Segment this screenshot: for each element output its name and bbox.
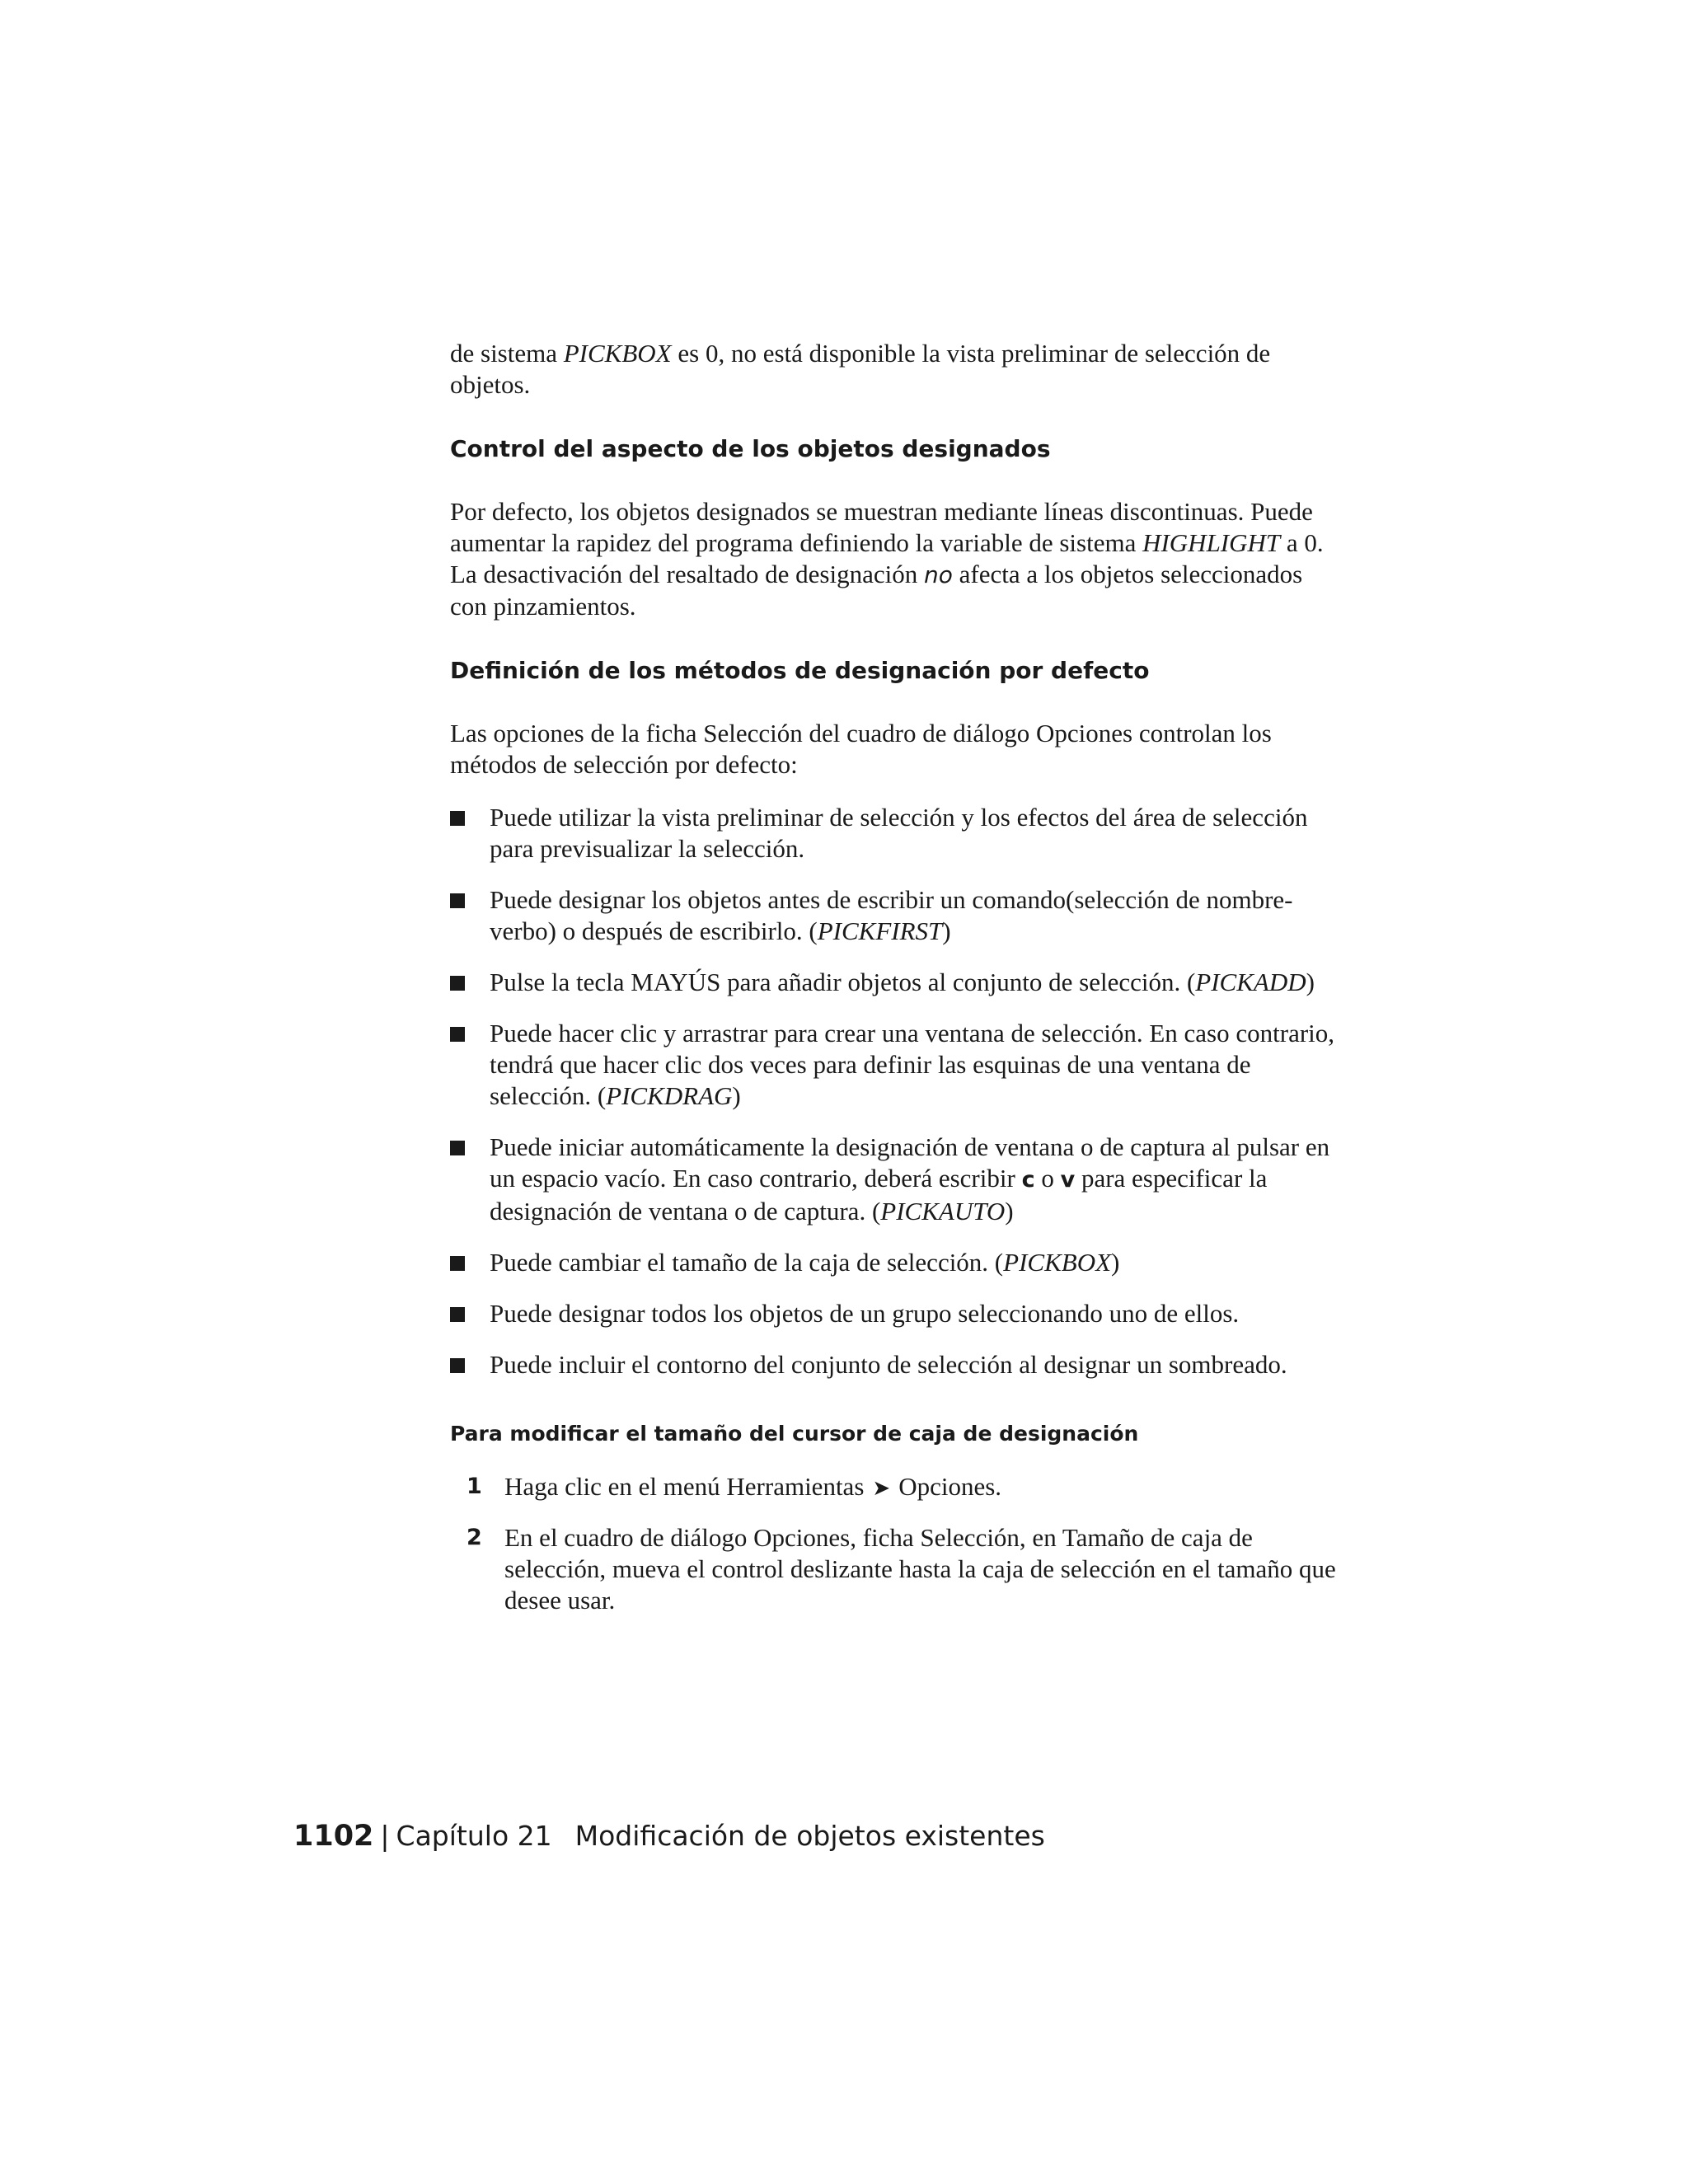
section-heading-appearance: Control del aspecto de los objetos designados [450,435,1051,462]
step-number: 2 [467,1525,482,1550]
list-item [450,884,1340,947]
list-item [450,1298,1340,1329]
bullet-square-icon [450,811,465,826]
bullet-square-icon [450,1358,465,1373]
step-text: Haga clic en el menú Herramientas [504,1472,865,1501]
list-item-text: Puede incluir el contorno del conjunto de selección al designar un sombreado. [490,1350,1287,1379]
bullet-square-icon [450,1256,465,1271]
step-text: En el cuadro de diálogo Opciones, ficha Selección, en Tamaño de caja de selección, mueva el control deslizante hasta la caja de selección en el tamaño que desee usar. [504,1523,1336,1615]
bullet-list [450,802,1340,1380]
step-number: 1 [467,1474,482,1499]
list-item-text: ) [1111,1248,1120,1277]
default-methods-intro: Las opciones de la ficha Selección del cuadro de diálogo Opciones controlan los métodos de selección por defecto: [450,719,1272,779]
system-variable: PICKBOX [563,339,672,368]
bullet-square-icon [450,893,465,908]
list-item [450,1349,1340,1380]
appearance-paragraph [450,496,1340,622]
footer-separator: | [380,1820,390,1852]
bullet-square-icon [450,1307,465,1322]
list-item-text: ) [1005,1197,1014,1226]
list-item-text: Puede hacer clic y arrastrar para crear una ventana de selección. En caso contrario, tendrá que hacer clic dos veces para definir las esquinas de una ventana de selección. ( [490,1019,1335,1110]
emphasis: no [923,561,953,588]
list-item-text: Pulse la tecla MAYÚS para añadir objetos al conjunto de selección. ( [490,968,1196,996]
list-item-text: para especificar la designación de ventana o de captura. ( [490,1164,1268,1226]
menu-arrow-icon: ➤ [872,1476,891,1501]
key-letter: v [1060,1167,1076,1193]
text-column [450,338,1340,1634]
system-variable: PICKFIRST [817,916,943,945]
system-variable: PICKAUTO [880,1197,1006,1226]
bullet-square-icon [450,1027,465,1042]
procedure-step [450,1471,1340,1504]
list-item [450,802,1340,865]
system-variable: PICKADD [1195,968,1306,996]
page-footer [293,1820,1045,1853]
paragraph-text: Por defecto, los objetos designados se muestran mediante líneas discontinuas. Puede aumentar la rapidez del programa definiendo la variable de sistema [450,497,1313,557]
paragraph-text: afecta a los objetos seleccionados con pinzamientos. [450,560,1303,621]
list-item-text: Puede utilizar la vista preliminar de selección y los efectos del área de selección para previsualizar la selección. [490,803,1308,863]
list-item-text: ) [942,916,951,945]
system-variable: PICKDRAG [606,1081,733,1110]
paragraph-text: a 0. La desactivación del resaltado de designación [450,528,1324,588]
procedure-heading: Para modificar el tamaño del cursor de caja de designación [450,1422,1139,1446]
list-item-text: Puede designar todos los objetos de un grupo seleccionando uno de ellos. [490,1299,1240,1328]
system-variable: HIGHLIGHT [1142,528,1281,557]
bullet-square-icon [450,1141,465,1155]
key-letter: c [1021,1167,1035,1193]
procedure-step [450,1522,1340,1616]
list-item-text: ) [1306,968,1315,996]
list-item [450,1132,1340,1227]
page-number: 1102 [293,1820,374,1853]
section-heading-default-methods: Definición de los métodos de designación por defecto [450,657,1150,684]
chapter-title: Modificación de objetos existentes [574,1820,1045,1852]
intro-paragraph [450,338,1340,401]
list-item-text: o [1034,1164,1061,1193]
intro-text: de sistema [450,339,564,368]
intro-text: es 0, no está disponible la vista preliminar de selección de objetos. [450,339,1271,399]
list-item-text: ) [732,1081,741,1110]
chapter-label: Capítulo 21 [396,1820,552,1852]
list-item-text: Puede cambiar el tamaño de la caja de selección. ( [490,1248,1004,1277]
bullet-square-icon [450,976,465,991]
step-text: Opciones. [898,1472,1002,1501]
list-item-text: Puede designar los objetos antes de escribir un comando(selección de nombre-verbo) o después de escribirlo. ( [490,885,1293,945]
system-variable: PICKBOX [1003,1248,1112,1277]
procedure-steps [450,1471,1340,1616]
list-item [450,1018,1340,1112]
list-item-text: Puede iniciar automáticamente la designación de ventana o de captura al pulsar en un espacio vacío. En caso contrario, deberá escribir [490,1132,1330,1193]
list-item [450,1247,1340,1278]
list-item [450,967,1340,998]
